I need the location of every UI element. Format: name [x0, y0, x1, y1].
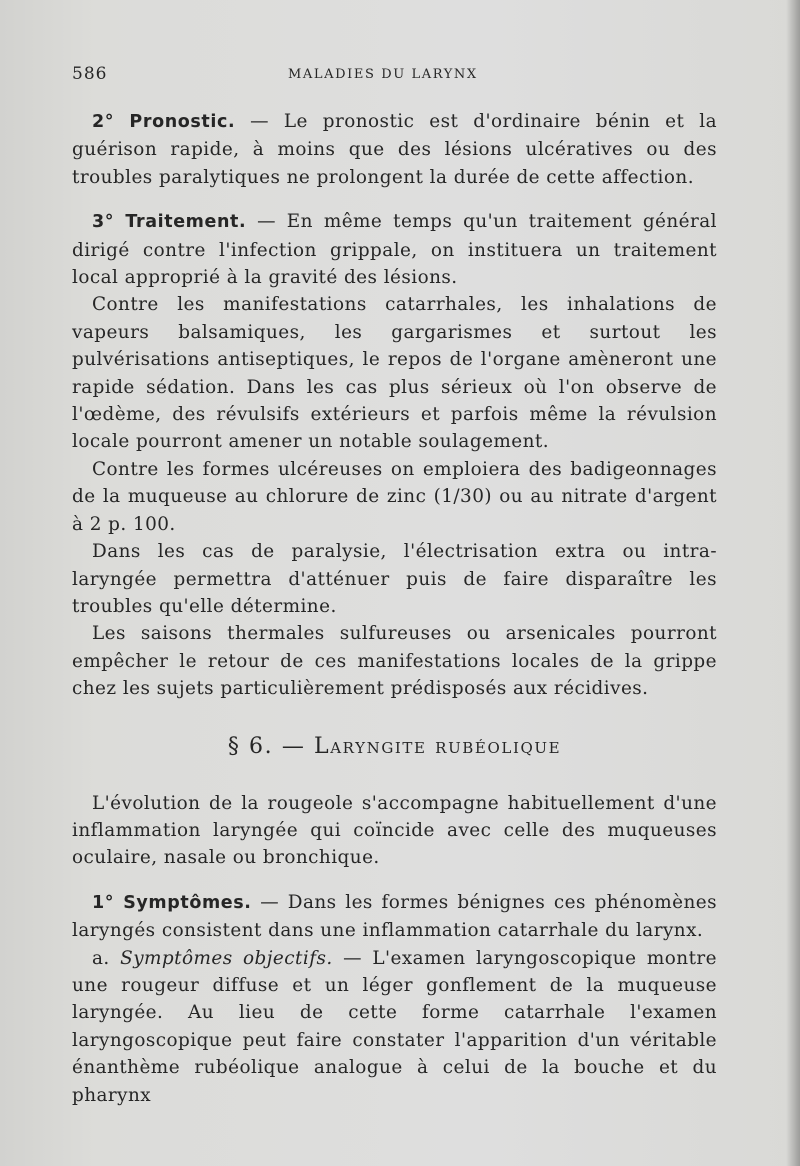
- pronostic-text: — Le pronostic est d'ordinaire bénin et la guérison rapide, à moins que des lésions ulcératives ou des troubles paralytiques ne prolongent la durée de cette affection.: [72, 111, 717, 188]
- symptomes-heading: 1° Symptômes.: [92, 892, 252, 913]
- running-head: MALADIES DU LARYNX: [288, 67, 478, 82]
- section-name: Laryngite rubéolique: [314, 733, 562, 759]
- subsection-heading: Symptômes objectifs.: [120, 947, 333, 969]
- section-number: § 6. —: [227, 733, 306, 759]
- page-number: 586: [72, 64, 108, 84]
- intro-paragraph: L'évolution de la rougeole s'accompagne habituellement d'une inflammation laryngée qui coïncide avec celle des muqueuses oculaire, nasale ou bronchique.: [72, 792, 717, 869]
- symptomes-paragraph: [72, 889, 717, 945]
- traitement-text: — En même temps qu'un traitement général dirigé contre l'infection grippale, on instituera un traitement local approprié à la gravité des lésions.: [72, 211, 717, 289]
- symptomes-text: — Dans les formes bénignes ces phénomènes laryngés consistent dans une inflammation catarrhale du larynx.: [72, 891, 717, 942]
- page-edge-shadow: [786, 0, 800, 1166]
- page-header: [72, 64, 722, 88]
- catarrhal-treatment-paragraph: Contre les manifestations catarrhales, les inhalations de vapeurs balsamiques, les gargarismes et surtout les pulvérisations antiseptiques, le repos de l'organe amèneront une rapide sédation. Dans les cas plus sérieux où l'on observe de l'œdème, des révulsifs extérieurs et parfois même la révulsion locale pourront amener un notable soulagement.: [72, 294, 717, 453]
- subsection-prefix: a.: [92, 947, 121, 969]
- pronostic-paragraph: [72, 108, 717, 191]
- pronostic-heading: 2° Pronostic.: [92, 112, 236, 132]
- traitement-paragraph: [72, 208, 717, 291]
- ulcerous-treatment-paragraph: Contre les formes ulcéreuses on emploiera des badigeonnages de la muqueuse au chlorure de zinc (1/30) ou au nitrate d'argent à 2 p. 100.: [72, 458, 717, 535]
- thermal-treatment-paragraph: Les saisons thermales sulfureuses ou arsenicales pourront empêcher le retour de ces manifestations locales de la grippe chez les sujets particulièrement prédisposés aux récidives.: [72, 623, 717, 700]
- paralysis-treatment-paragraph: Dans les cas de paralysie, l'électrisation extra ou intra-laryngée permettra d'atténuer puis de faire disparaître les troubles qu'elle détermine.: [72, 541, 717, 617]
- body-text: [72, 108, 717, 1109]
- traitement-heading: 3° Traitement.: [92, 212, 247, 233]
- objective-symptoms-paragraph: [72, 945, 717, 1109]
- objective-symptoms-text: — L'examen laryngoscopique montre une rougeur diffuse et un léger gonflement de la muqueuse laryngée. Au lieu de cette forme catarrhale l'examen laryngoscopique peut faire constater l'apparition d'un véritable énanthème rubéolique analogue à celui de la bouche et du pharynx: [72, 947, 717, 1106]
- section-title: [72, 730, 717, 764]
